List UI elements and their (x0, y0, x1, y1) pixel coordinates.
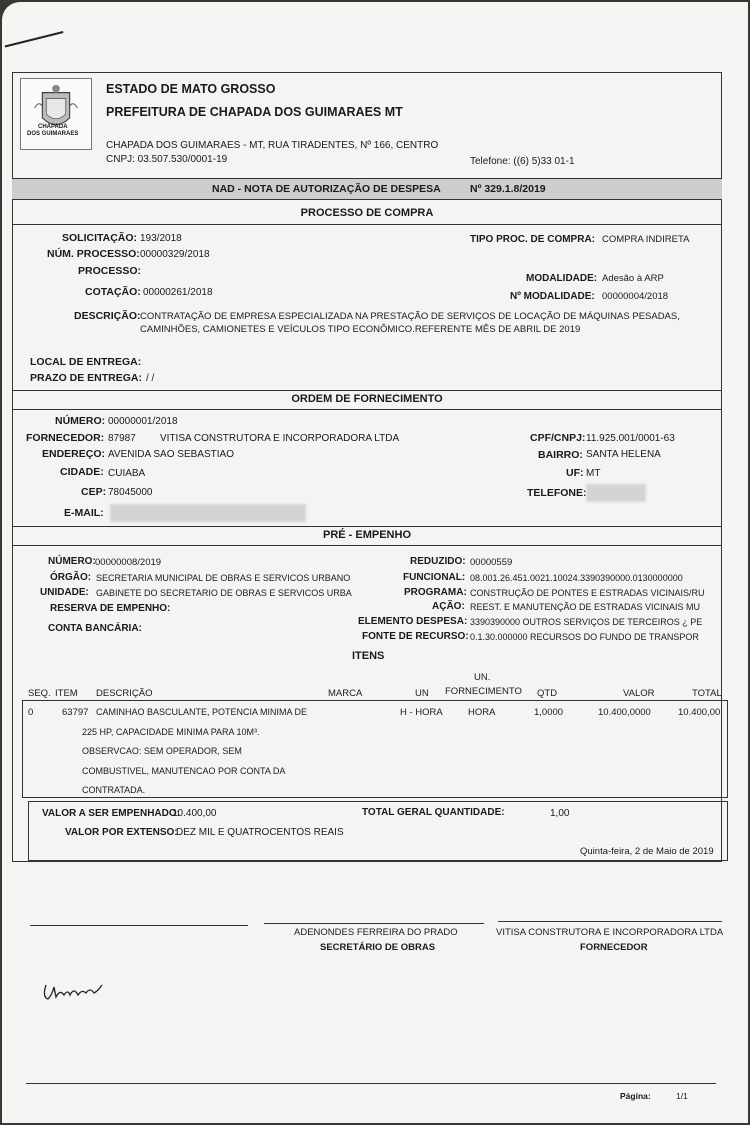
col-marca: MARCA (328, 688, 363, 699)
col-total: TOTAL (692, 688, 722, 699)
reserva-empenho-label: RESERVA DE EMPENHO: (50, 603, 171, 614)
uf-value: MT (586, 468, 601, 479)
tipo-compra-value: COMPRA INDIRETA (602, 234, 690, 245)
prazo-entrega-label: PRAZO DE ENTREGA: (30, 372, 143, 384)
signatory-name-2: VITISA CONSTRUTORA E INCORPORADORA LTDA (496, 927, 724, 938)
fornecedor-label: FORNECEDOR: (26, 432, 105, 444)
valor-empenhado-label: VALOR A SER EMPENHADO: (42, 808, 180, 819)
row-un: H - HORA (400, 707, 443, 718)
col-item: ITEM (55, 688, 78, 699)
orgao-label: ÓRGÃO: (50, 572, 92, 583)
tipo-compra-label: TIPO PROC. DE COMPRA: (470, 234, 596, 245)
cep-value: 78045000 (108, 487, 153, 498)
handwritten-signature (40, 975, 110, 1010)
email-redacted (110, 504, 306, 522)
telefone-redacted (586, 484, 646, 502)
local-entrega-label: LOCAL DE ENTREGA: (30, 356, 142, 368)
nad-title: NAD - NOTA DE AUTORIZAÇÃO DE DESPESA (212, 183, 441, 195)
reduzido-label: REDUZIDO: (410, 556, 466, 567)
row-desc-4: COMBUSTIVEL, MANUTENCAO POR CONTA DA (82, 766, 286, 776)
cpf-cnpj-label: CPF/CNPJ: (530, 432, 586, 444)
col-seq: SEQ. (28, 688, 51, 699)
valor-extenso-label: VALOR POR EXTENSO: (65, 827, 178, 838)
row-desc-2: 225 HP, CAPACIDADE MINIMA PARA 10M³. (82, 727, 260, 737)
footer-line (26, 1083, 716, 1084)
uf-label: UF: (566, 467, 584, 479)
descricao-label: DESCRIÇÃO: (74, 310, 141, 322)
row-valor: 10.400,0000 (598, 707, 651, 718)
city-hall-cnpj: CNPJ: 03.507.530/0001-19 (106, 154, 228, 165)
funcional-value: 08.001.26.451.0021.10024.3390390000.0130000000 (470, 573, 683, 583)
row-seq: 0 (28, 707, 34, 718)
modalidade-label: MODALIDADE: (526, 273, 598, 284)
col-qtd: QTD (537, 688, 558, 699)
row-desc-1: CAMINHAO BASCULANTE, POTENCIA MINIMA DE (96, 707, 308, 717)
itens-section-title: ITENS (352, 650, 385, 662)
orgao-value: SECRETARIA MUNICIPAL DE OBRAS E SERVICOS URBANO (96, 573, 351, 583)
descricao-line-1: CONTRATAÇÃO DE EMPRESA ESPECIALIZADA NA PRESTAÇÃO DE SERVIÇOS DE LOCAÇÃO DE MÁQUINAS PESADAS, (140, 311, 680, 322)
page-label: Página: (620, 1091, 651, 1101)
num-modalidade-label: Nº MODALIDADE: (510, 291, 595, 302)
logo-text-1: CHAPADA (38, 124, 68, 130)
valor-extenso-value: DEZ MIL E QUATROCENTOS REAIS (176, 827, 344, 838)
cep-label: CEP: (81, 486, 107, 498)
signature-line-3 (498, 921, 722, 922)
city-hall-name: PREFEITURA DE CHAPADA DOS GUIMARAES MT (106, 105, 403, 119)
solicitacao-label: SOLICITAÇÃO: (62, 232, 138, 244)
processo-section-title: PROCESSO DE COMPRA (300, 207, 434, 219)
divider (12, 545, 722, 546)
programa-value: CONSTRUÇÃO DE PONTES E ESTRADAS VICINAIS/RU (470, 588, 705, 598)
ordem-section-title: ORDEM DE FORNECIMENTO (291, 393, 443, 405)
cpf-cnpj-value: 11.925.001/0001-63 (586, 433, 675, 444)
empenho-numero-value: 00000008/2019 (95, 557, 162, 568)
divider (12, 409, 722, 410)
cidade-label: CIDADE: (60, 466, 104, 478)
state-name: ESTADO DE MATO GROSSO (106, 82, 276, 96)
page-number: 1/1 (676, 1091, 688, 1101)
acao-label: AÇÃO: (432, 601, 465, 612)
endereco-value: AVENIDA SAO SEBASTIAO (108, 449, 234, 460)
valor-empenhado-value: 10.400,00 (172, 808, 217, 819)
empenho-numero-label: NÚMERO: (48, 556, 96, 567)
total-quantidade-value: 1,00 (550, 808, 570, 819)
bairro-value: SANTA HELENA (586, 449, 661, 460)
programa-label: PROGRAMA: (404, 587, 467, 598)
reduzido-value: 00000559 (470, 557, 513, 568)
cidade-value: CUIABA (108, 468, 146, 479)
signature-line-1 (30, 925, 248, 926)
logo-text-2: DOS GUIMARAES (27, 131, 79, 137)
row-un-forn: HORA (468, 707, 496, 718)
row-total: 10.400,00 (678, 707, 721, 718)
signatory-role-2: FORNECEDOR (580, 942, 648, 953)
nad-number: Nº 329.1.8/2019 (470, 183, 546, 195)
row-item: 63797 (62, 707, 89, 718)
col-un-forn-2: FORNECIMENTO (445, 686, 522, 697)
descricao-line-2: CAMINHÕES, CAMIONETES E VEÍCULOS TIPO ECONÔMICO.REFERENTE MÊS DE ABRIL DE 2019 (140, 324, 581, 335)
fonte-recurso-label: FONTE DE RECURSO: (362, 631, 469, 642)
cotacao-value: 00000261/2018 (143, 287, 213, 298)
processo-label: PROCESSO: (78, 265, 142, 277)
telefone-label: TELEFONE: (527, 487, 587, 499)
col-un: UN (415, 688, 429, 699)
signatory-role-1: SECRETÁRIO DE OBRAS (320, 942, 436, 953)
email-label: E-MAIL: (64, 507, 104, 519)
unidade-value: GABINETE DO SECRETARIO DE OBRAS E SERVICOS URBA (96, 588, 352, 598)
col-valor: VALOR (623, 688, 655, 699)
fornecedor-name: VITISA CONSTRUTORA E INCORPORADORA LTDA (160, 433, 400, 444)
signature-line-2 (264, 923, 484, 924)
empenho-section-title: PRÉ - EMPENHO (322, 529, 411, 541)
city-hall-address: CHAPADA DOS GUIMARAES - MT, RUA TIRADENTES, Nº 166, CENTRO (106, 140, 439, 151)
city-hall-phone: Telefone: ((6) 5)33 01-1 (470, 156, 575, 167)
city-coat-of-arms-logo (20, 78, 92, 150)
prazo-entrega-value: / / (146, 373, 155, 384)
num-processo-label: NÚM. PROCESSO: (47, 248, 140, 260)
row-desc-5: CONTRATADA. (82, 785, 146, 795)
divider (12, 224, 722, 225)
col-descricao: DESCRIÇÃO (96, 688, 153, 699)
col-un-forn-1: UN. (474, 672, 491, 683)
signatory-name-1: ADENONDES FERREIRA DO PRADO (294, 927, 458, 938)
divider (12, 390, 722, 391)
bairro-label: BAIRRO: (538, 449, 583, 461)
row-qtd: 1,0000 (534, 707, 564, 718)
acao-value: REEST. E MANUTENÇÃO DE ESTRADAS VICINAIS MU (470, 602, 701, 612)
row-desc-3: OBSERVCAO: SEM OPERADOR, SEM (82, 746, 242, 756)
endereco-label: ENDEREÇO: (42, 448, 106, 460)
cotacao-label: COTAÇÃO: (85, 286, 141, 298)
num-modalidade-value: 00000004/2018 (602, 291, 669, 302)
unidade-label: UNIDADE: (40, 587, 89, 598)
document-date: Quinta-feira, 2 de Maio de 2019 (580, 846, 714, 857)
fonte-recurso-value: 0.1.30.000000 RECURSOS DO FUNDO DE TRANSPOR (470, 632, 699, 642)
total-quantidade-label: TOTAL GERAL QUANTIDADE: (362, 807, 505, 818)
ordem-numero-label: NÚMERO: (55, 415, 106, 427)
solicitacao-value: 193/2018 (140, 233, 182, 244)
fornecedor-code: 87987 (108, 433, 136, 444)
conta-bancaria-label: CONTA BANCÁRIA: (48, 623, 142, 634)
ordem-numero-value: 00000001/2018 (108, 416, 178, 427)
divider (12, 526, 722, 527)
funcional-label: FUNCIONAL: (403, 572, 466, 583)
elemento-despesa-value: 3390390000 OUTROS SERVIÇOS DE TERCEIROS ¿ PE (470, 617, 703, 627)
modalidade-value: Adesão à ARP (602, 273, 664, 284)
num-processo-value: 00000329/2018 (140, 249, 210, 260)
elemento-despesa-label: ELEMENTO DESPESA: (358, 616, 468, 627)
